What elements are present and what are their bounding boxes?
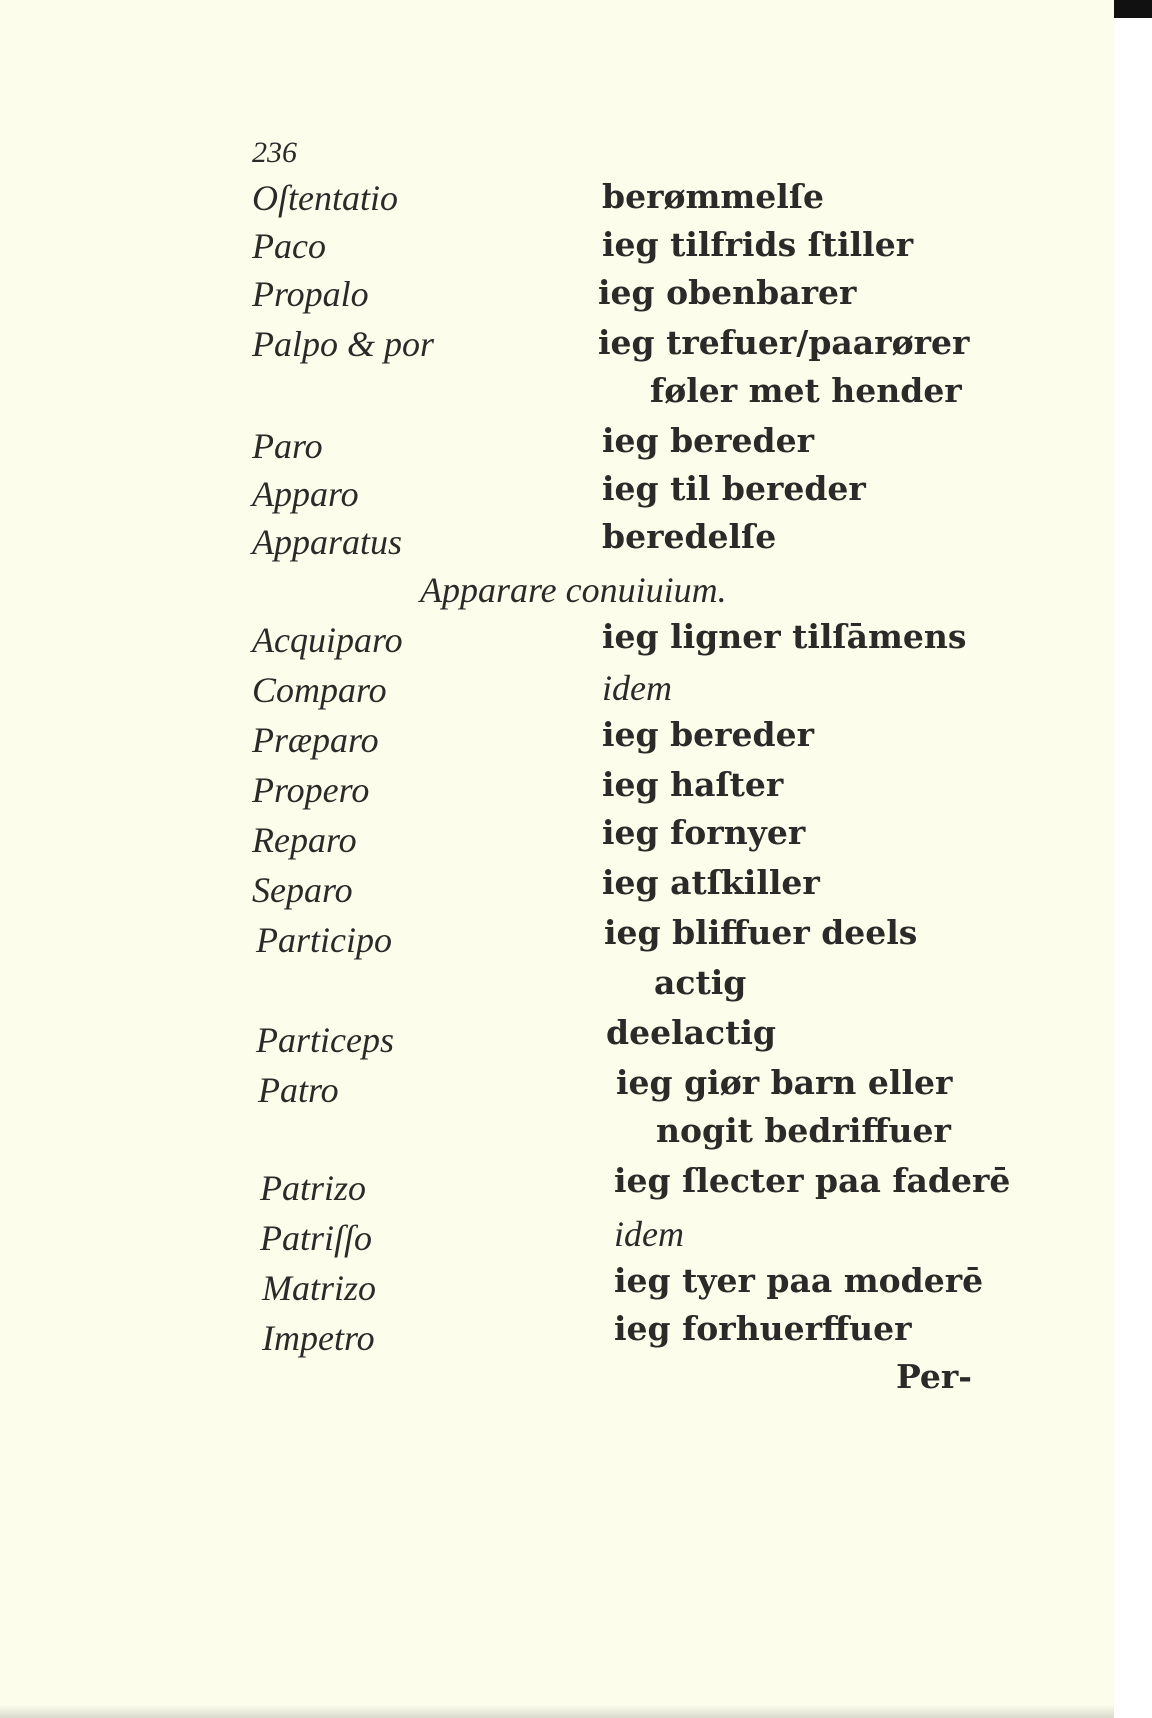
latin-headword: Reparo (252, 820, 357, 860)
danish-gloss: ieg haſter (602, 765, 784, 804)
page-number: 236 (252, 136, 297, 169)
latin-headword: Comparo (252, 670, 387, 710)
danish-gloss: ieg ligner tilſāmens (602, 617, 967, 656)
danish-gloss: ieg bereder (602, 421, 815, 460)
latin-headword: Acquiparo (252, 620, 403, 660)
danish-gloss: ieg tilfrids ſtiller (602, 225, 914, 264)
latin-headword: Palpo & por (252, 324, 435, 364)
latin-headword: Oſtentatio (252, 178, 398, 218)
danish-gloss: idem (614, 1214, 684, 1254)
danish-gloss: ieg trefuer/paarører (598, 323, 970, 362)
danish-gloss: ieg ſlecter paa faderē (614, 1161, 1011, 1200)
danish-gloss: ieg bliffuer deels (604, 913, 918, 952)
danish-gloss: ieg atſkiller (602, 863, 820, 902)
danish-gloss: ieg fornyer (602, 813, 806, 852)
latin-phrase: Apparare conuiuium. (420, 570, 727, 610)
danish-gloss: ieg tyer paa moderē (614, 1261, 984, 1300)
danish-gloss: ieg til bereder (602, 469, 866, 508)
latin-headword: Propalo (252, 274, 369, 314)
danish-gloss-continuation: nogit bedriffuer (656, 1111, 951, 1150)
latin-headword: Separo (252, 870, 353, 910)
catchword: Per- (896, 1357, 973, 1396)
latin-headword: Apparo (252, 474, 359, 514)
danish-gloss: ieg giør barn eller (616, 1063, 953, 1102)
latin-headword: Præparo (252, 720, 379, 760)
danish-gloss-continuation: føler met hender (650, 371, 962, 410)
latin-headword: Paco (252, 226, 326, 266)
danish-gloss: deelactig (606, 1013, 776, 1052)
latin-headword: Patro (258, 1070, 339, 1110)
latin-headword: Patrizo (260, 1168, 367, 1208)
latin-headword: Impetro (262, 1318, 375, 1358)
latin-headword: Particeps (256, 1020, 394, 1060)
latin-headword: Apparatus (252, 522, 403, 562)
danish-gloss: idem (602, 668, 672, 708)
latin-headword: Participo (256, 920, 392, 960)
scan-margin (1114, 18, 1152, 1718)
danish-gloss: ieg obenbarer (598, 273, 857, 312)
danish-gloss: beredelſe (602, 517, 777, 556)
scan-corner-mark (1114, 0, 1152, 18)
latin-headword: Paro (252, 426, 323, 466)
danish-gloss: ieg bereder (602, 715, 815, 754)
page-bottom-shadow (0, 1705, 1114, 1718)
latin-headword: Patriſſo (260, 1218, 373, 1258)
latin-headword: Matrizo (262, 1268, 377, 1308)
danish-gloss-continuation: actig (654, 963, 747, 1002)
danish-gloss: ieg forhuerffuer (614, 1309, 912, 1348)
danish-gloss: berømmelſe (602, 177, 825, 216)
latin-headword: Propero (252, 770, 370, 810)
